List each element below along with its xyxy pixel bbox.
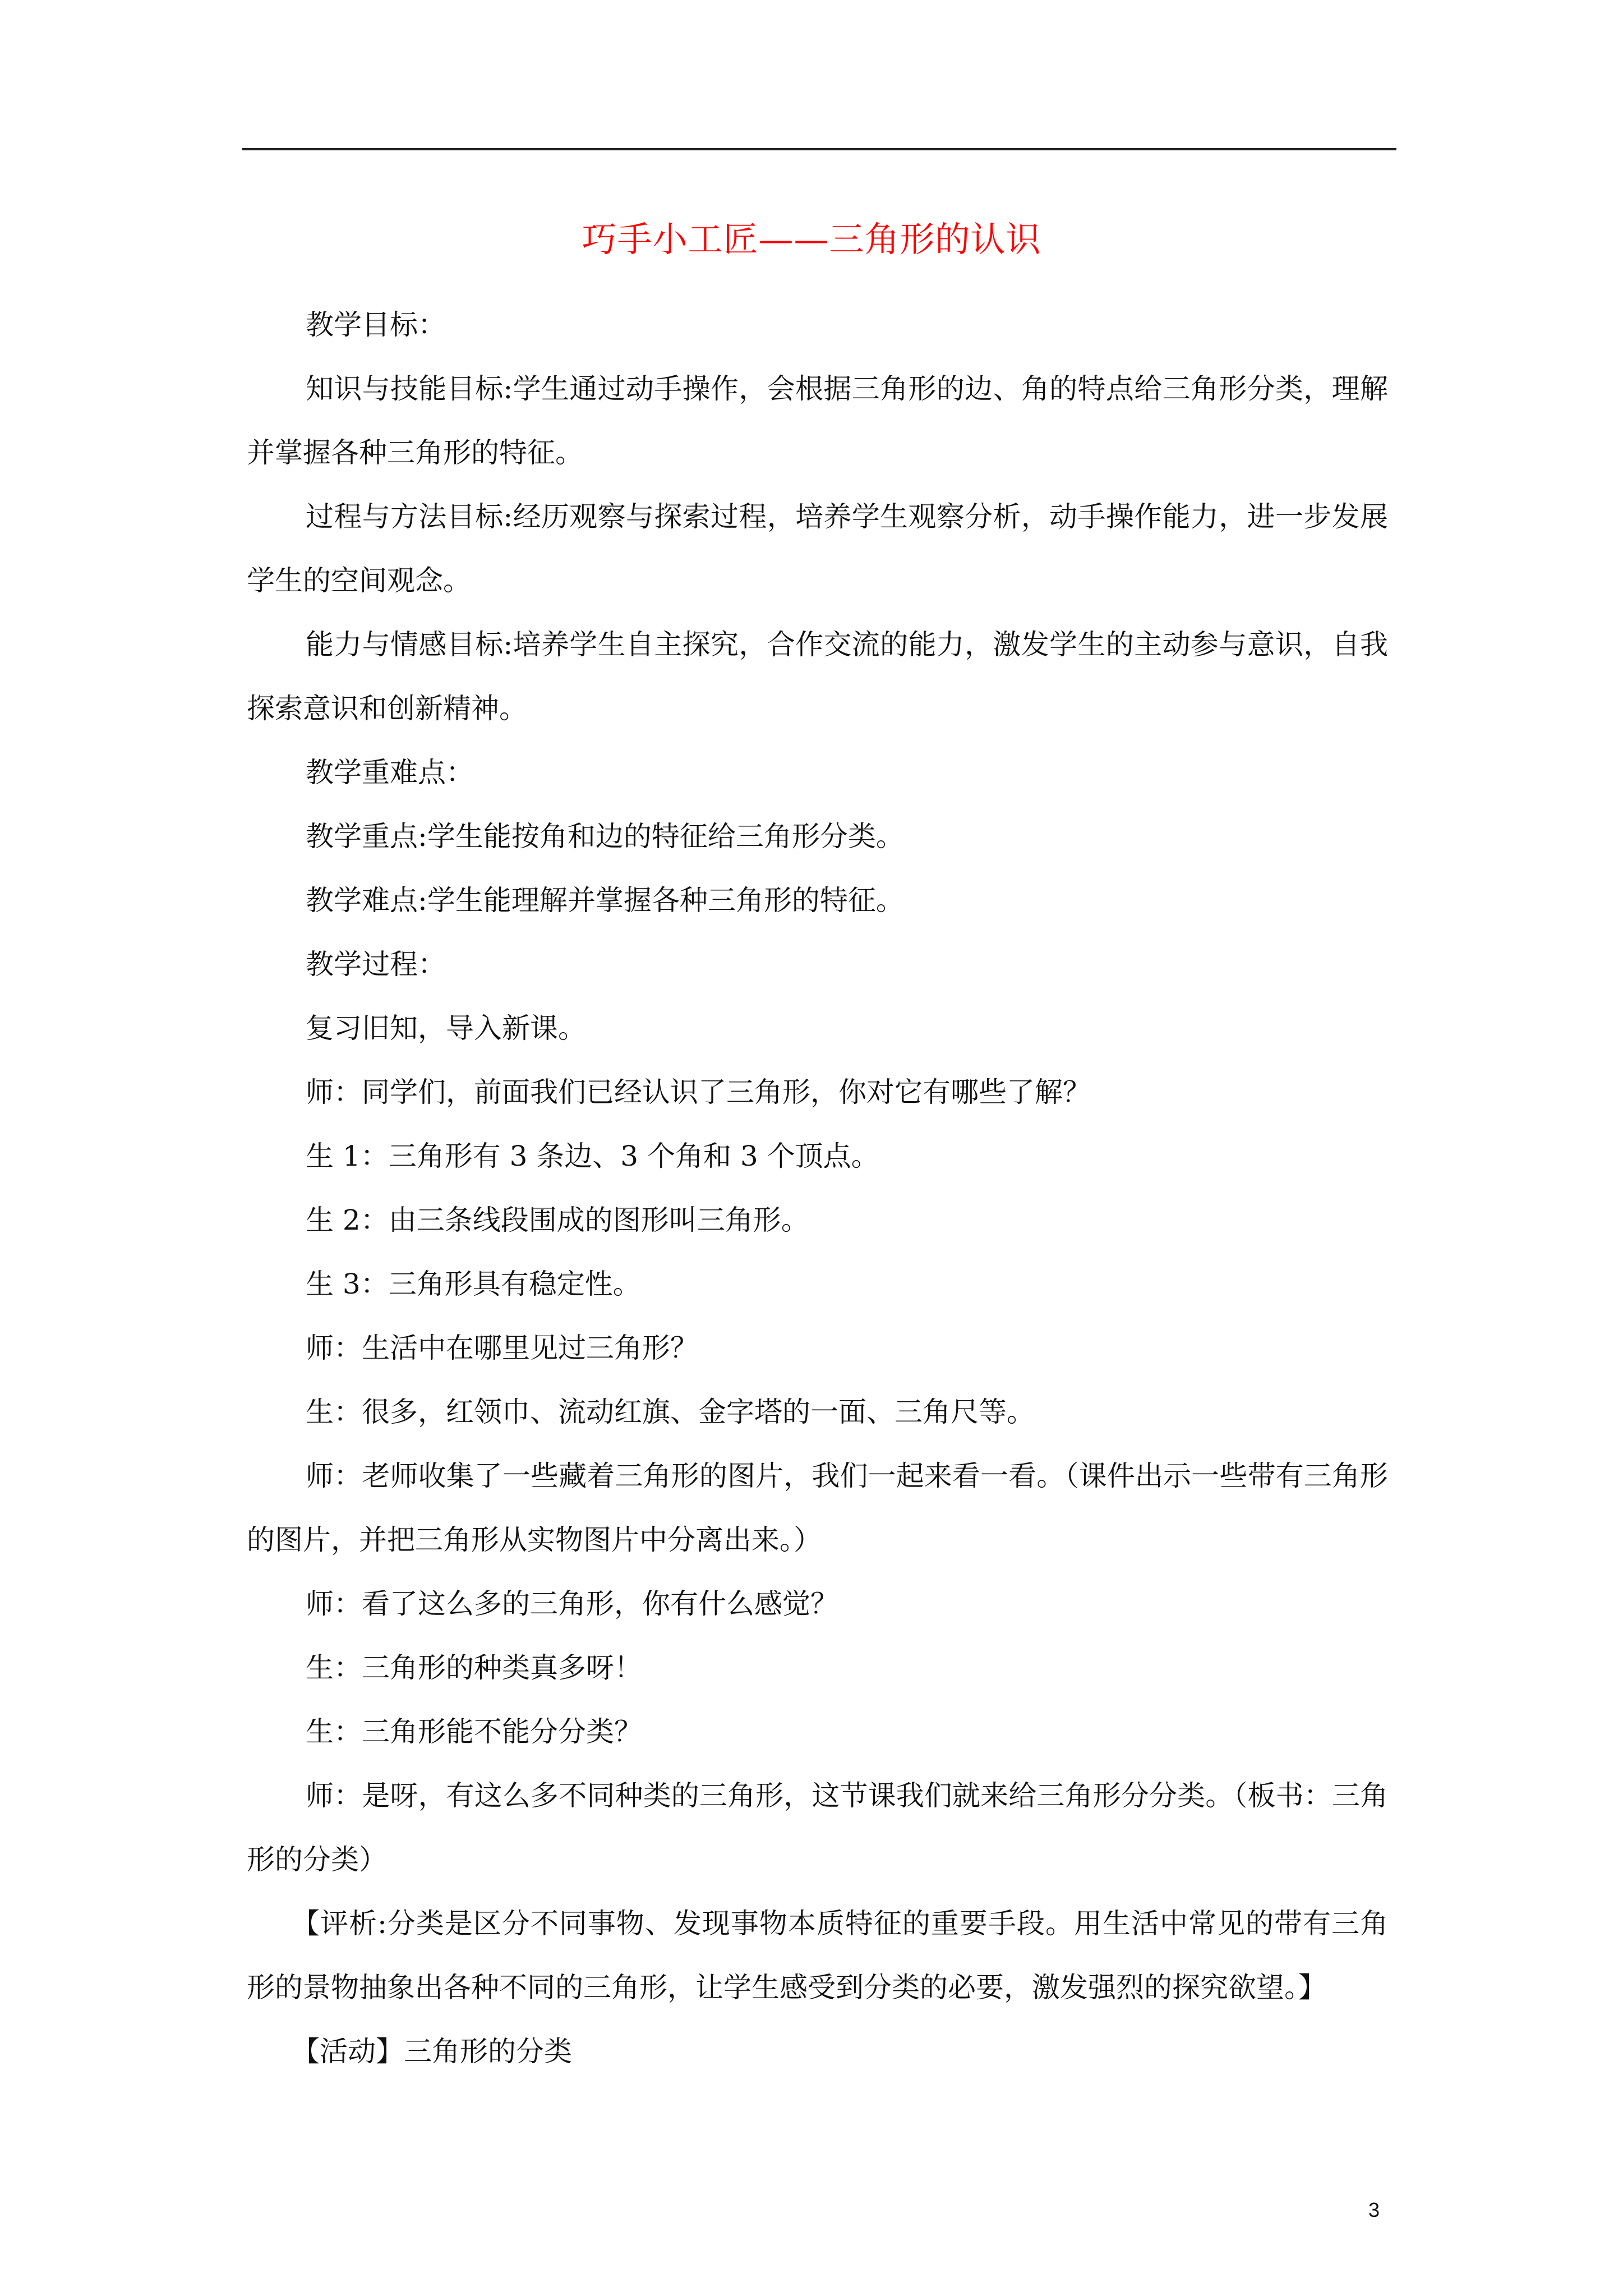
paragraph: 教学目标： [306,309,446,341]
paragraph: 生：很多，红领巾、流动红旗、金字塔的一面、三角尺等。 [306,1396,1035,1428]
page-number: 3 [1368,2198,1380,2221]
paragraph: 生：三角形能不能分分类？ [306,1715,642,1748]
paragraph: 能力与情感目标:培养学生自主探究，合作交流的能力，激发学生的主动参与意识，自我探索意识和创新精神。 [247,628,1388,725]
paragraph: 师：看了这么多的三角形，你有什么感觉？ [306,1588,838,1620]
paragraph: 教学过程： [306,948,446,981]
activity-heading: 【活动】三角形的分类 [292,2035,572,2068]
paragraph: 生 2：由三条线段围成的图形叫三角形。 [306,1204,809,1236]
paragraph: 师：是呀，有这么多不同种类的三角形，这节课我们就来给三角形分分类。（板书：三角形的分类） [247,1779,1388,1876]
paragraph: 师：生活中在哪里见过三角形？ [306,1332,698,1364]
paragraph: 生 3：三角形具有稳定性。 [306,1268,641,1300]
paragraph: 过程与方法目标:经历观察与探索过程，培养学生观察分析，动手操作能力，进一步发展学生的空间观念。 [247,500,1388,597]
document-title: 巧手小工匠——三角形的认识 [582,219,1041,260]
paragraph: 教学难点:学生能理解并掌握各种三角形的特征。 [306,884,904,917]
paragraph: 复习旧知，导入新课。 [306,1012,586,1045]
paragraph: 教学重点:学生能按角和边的特征给三角形分类。 [306,820,904,853]
header-rule [242,148,1396,150]
paragraph: 师：同学们，前面我们已经认识了三角形，你对它有哪些了解？ [306,1076,1091,1108]
paragraph: 生：三角形的种类真多呀！ [306,1651,642,1684]
paragraph: 师：老师收集了一些藏着三角形的图片，我们一起来看一看。（课件出示一些带有三角形的图片，并把三角形从实物图片中分离出来。） [247,1460,1388,1556]
document-body [247,293,1388,2083]
paragraph: 生 1：三角形有 3 条边、3 个角和 3 个顶点。 [306,1140,879,1172]
commentary-paragraph: 【评析:分类是区分不同事物、发现事物本质特征的重要手段。用生活中常见的带有三角形的景物抽象出各种不同的三角形，让学生感受到分类的必要，激发强烈的探究欲望。】 [247,1907,1388,2004]
paragraph: 知识与技能目标:学生通过动手操作，会根据三角形的边、角的特点给三角形分类，理解并掌握各种三角形的特征。 [247,372,1388,469]
paragraph: 教学重难点： [306,756,474,789]
